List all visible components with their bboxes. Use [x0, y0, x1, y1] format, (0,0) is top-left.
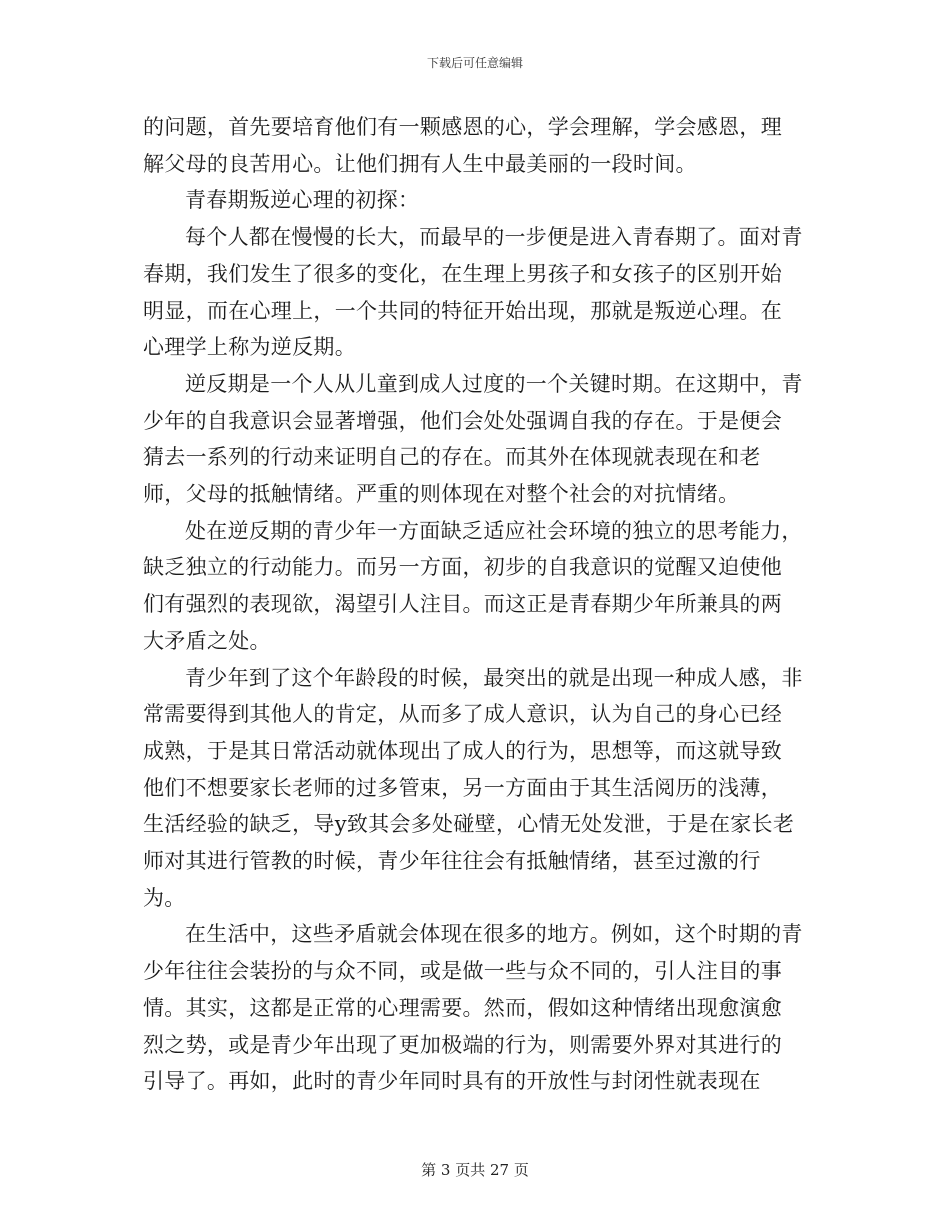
document-body	[143, 109, 803, 1100]
page-number: 第 3 页共 27 页	[421, 1161, 529, 1179]
page-header: 下载后可任意编辑	[426, 56, 523, 70]
paragraph: 逆反期是一个人从儿童到成人过度的一个关键时期。在这期中，青少年的自我意识会显著增强，他们会处处强调自我的存在。于是便会猜去一系列的行动来证明自己的存在。而其外在体现就表现在和老师，父母的抵触情绪。严重的则体现在对整个社会的对抗情绪。	[143, 371, 803, 507]
paragraph: 在生活中，这些矛盾就会体现在很多的地方。例如，这个时期的青少年往往会装扮的与众不同，或是做一些与众不同的，引人注目的事情。其实，这都是正常的心理需要。然而，假如这种情绪出现愈演愈烈之势，或是青少年出现了更加极端的行为，则需要外界对其进行的引导了。再如，此时的青少年同时具有的开放性与封闭性就表现在	[143, 922, 803, 1094]
paragraph: 每个人都在慢慢的长大，而最早的一步便是进入青春期了。面对青春期，我们发生了很多的变化，在生理上男孩子和女孩子的区别开始明显，而在心理上，一个共同的特征开始出现，那就是叛逆心理。在心理学上称为逆反期。	[143, 225, 803, 360]
section-heading: 青春期叛逆心理的初探：	[185, 188, 420, 213]
paragraph: 处在逆反期的青少年一方面缺乏适应社会环境的独立的思考能力，缺乏独立的行动能力。而另一方面，初步的自我意识的觉醒又迫使他们有强烈的表现欲，渴望引人注目。而这正是青春期少年所兼具的两大矛盾之处。	[143, 518, 803, 653]
paragraph-continuation: 的问题，首先要培育他们有一颗感恩的心，学会理解，学会感恩，理解父母的良苦用心。让他们拥有人生中最美丽的一段时间。	[143, 115, 782, 176]
paragraph: 青少年到了这个年龄段的时候，最突出的就是出现一种成人感，非常需要得到其他人的肯定，从而多了成人意识，认为自己的身心已经成熟，于是其日常活动就体现出了成人的行为，思想等，而这就导致他们不想要家长老师的过多管束，另一方面由于其生活阅历的浅薄，生活经验的缺乏，导y致其会多处碰壁，心情无处发泄，于是在家长老师对其进行管教的时候，青少年往往会有抵触情绪，甚至过激的行为。	[143, 665, 803, 910]
